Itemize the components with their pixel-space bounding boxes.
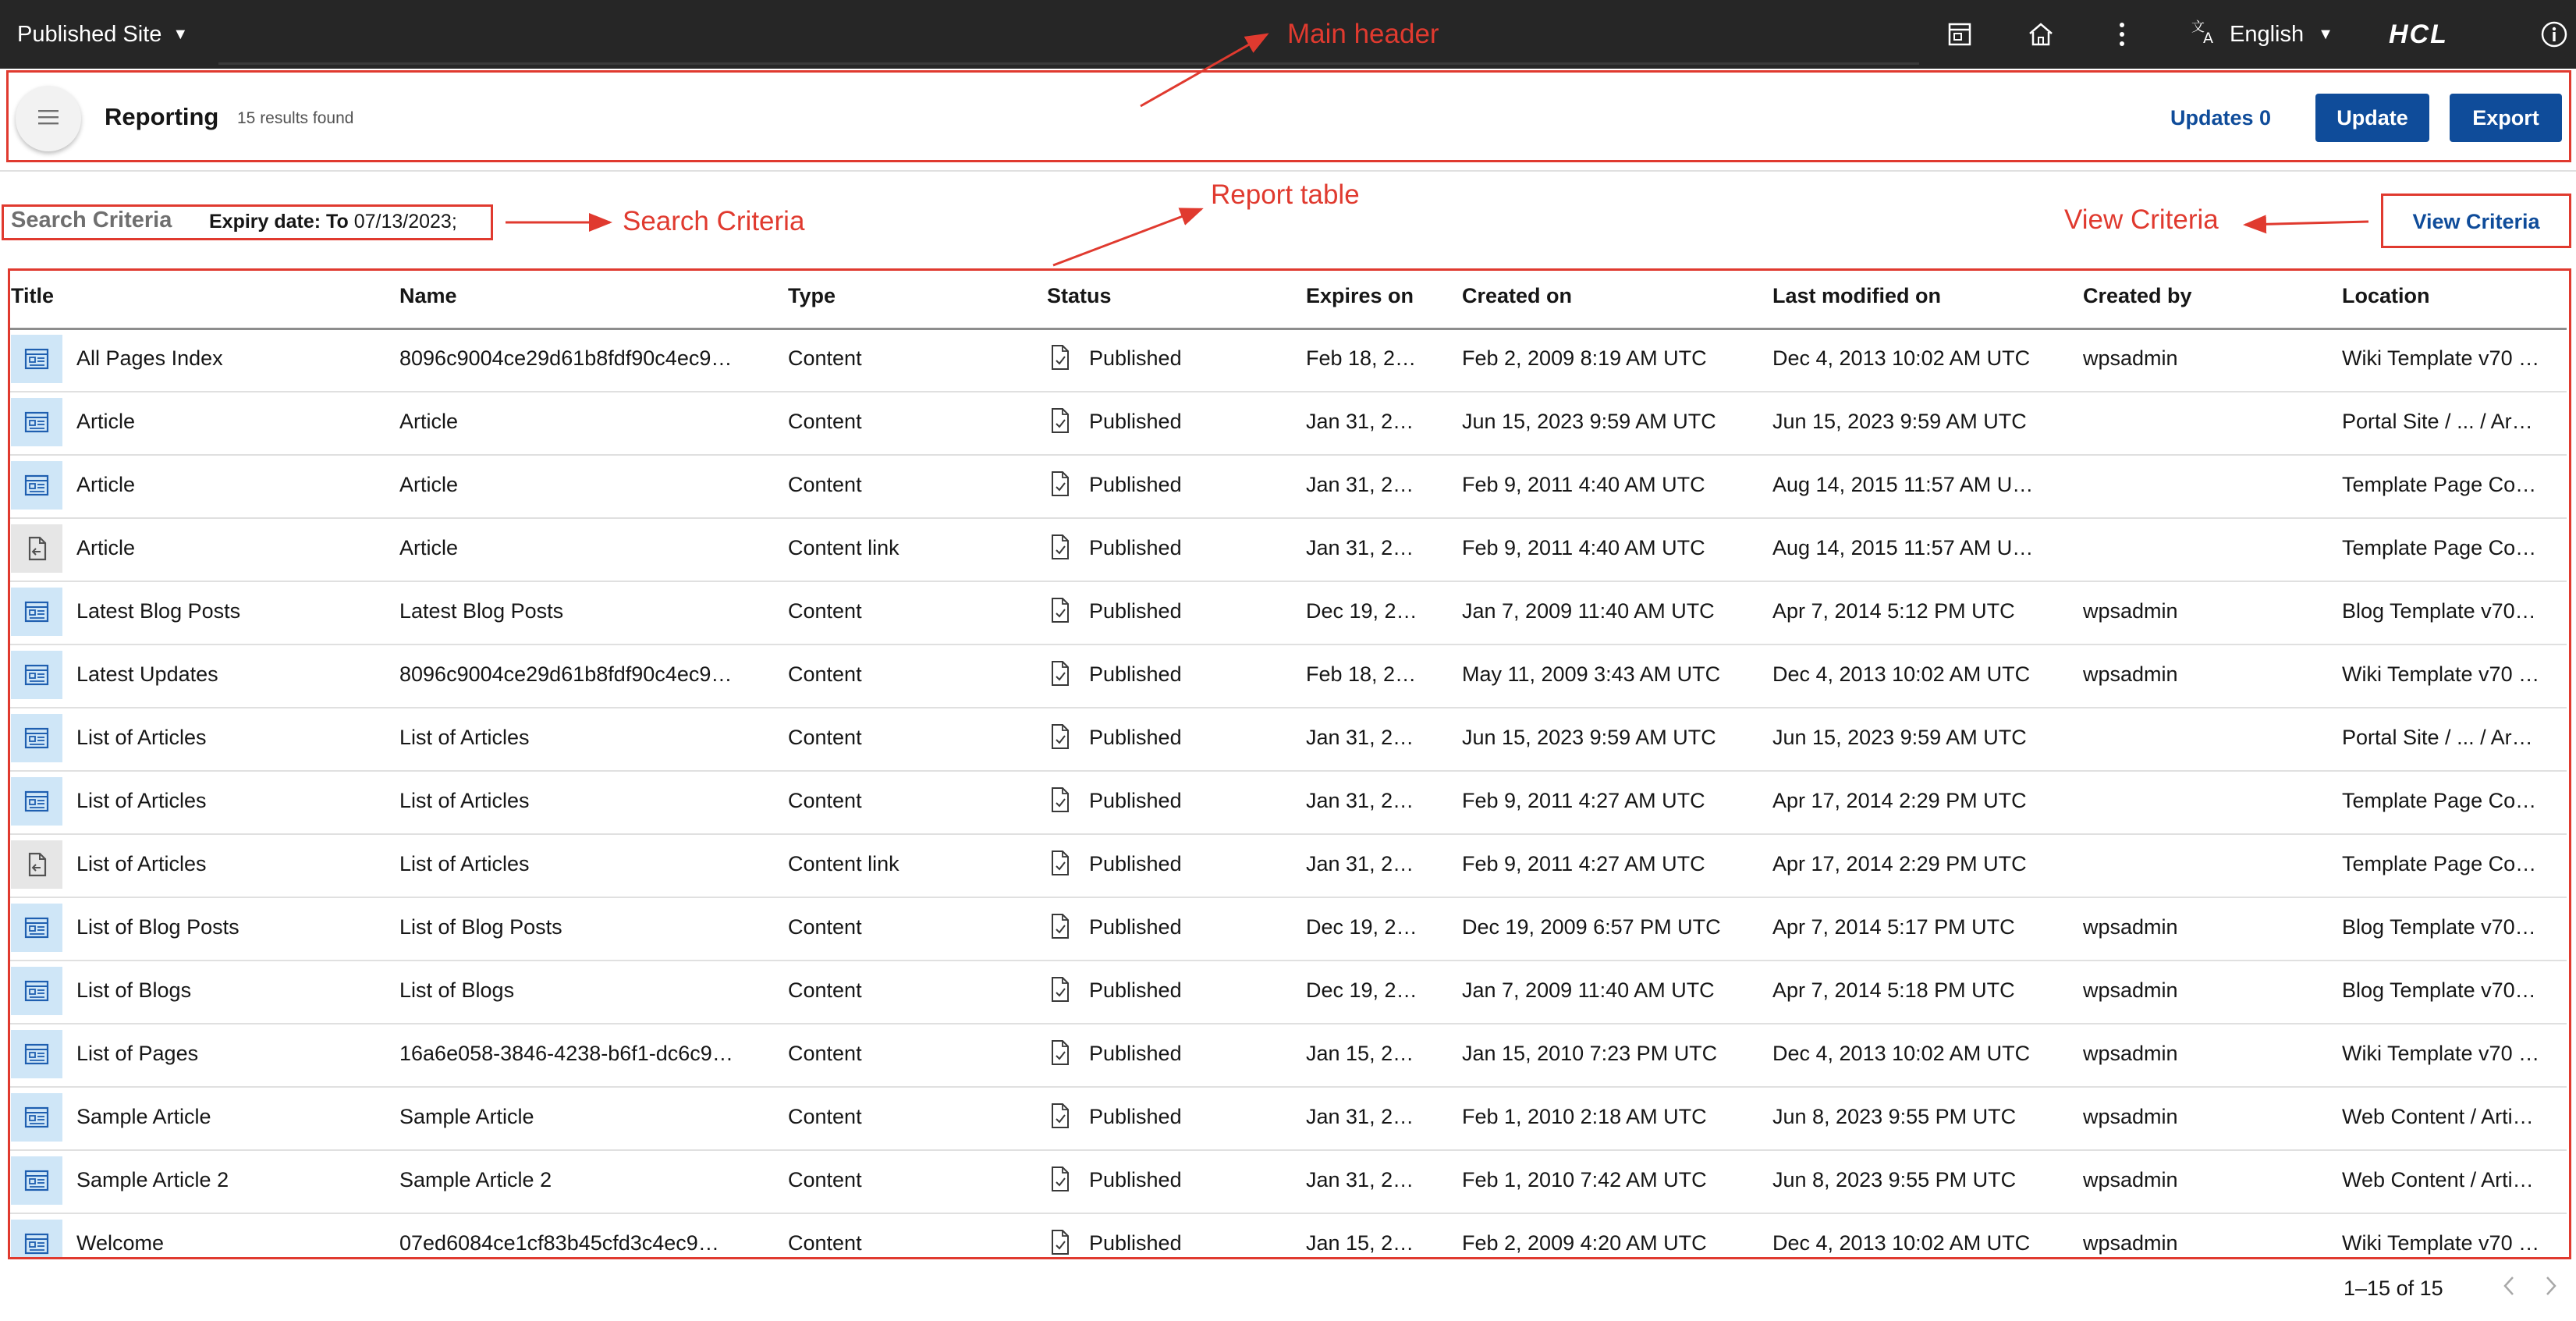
cell-status: Published bbox=[1089, 536, 1182, 559]
cell-title[interactable]: List of Articles bbox=[76, 789, 207, 812]
cell-name: Latest Blog Posts bbox=[399, 599, 564, 623]
cell-name: List of Blog Posts bbox=[399, 915, 562, 939]
cell-created-by: wpsadmin bbox=[2083, 1168, 2178, 1191]
cell-location: Blog Template v70… bbox=[2342, 915, 2536, 939]
hcl-logo: HCL bbox=[2389, 19, 2448, 49]
cell-status: Published bbox=[1089, 978, 1182, 1002]
cell-expires-on: Feb 18, 2… bbox=[1306, 346, 1417, 370]
cell-title[interactable]: Article bbox=[76, 473, 136, 496]
search-criteria-annotation: Search Criteria bbox=[623, 206, 805, 236]
cell-last-modified-on: Jun 8, 2023 9:55 PM UTC bbox=[1772, 1105, 2017, 1128]
cell-name: Sample Article 2 bbox=[399, 1168, 552, 1191]
cell-name: 16a6e058-3846-4238-b6f1-dc6c9… bbox=[399, 1042, 733, 1065]
cell-expires-on: Jan 31, 2… bbox=[1306, 473, 1414, 496]
cell-type: Content bbox=[788, 1231, 862, 1255]
cell-status: Published bbox=[1089, 599, 1182, 623]
cell-last-modified-on: Dec 4, 2013 10:02 AM UTC bbox=[1772, 1231, 2031, 1255]
cell-status: Published bbox=[1089, 1231, 1182, 1255]
criteria-date: 07/13/2023; bbox=[353, 211, 457, 233]
cell-created-on: Jun 15, 2023 9:59 AM UTC bbox=[1462, 410, 1716, 433]
cell-type: Content bbox=[788, 473, 862, 496]
cell-created-on: Feb 9, 2011 4:40 AM UTC bbox=[1462, 473, 1705, 496]
view-criteria-arrow bbox=[2245, 222, 2368, 225]
svg-text:A: A bbox=[2203, 30, 2213, 45]
cell-status: Published bbox=[1089, 410, 1182, 433]
cell-last-modified-on: Dec 4, 2013 10:02 AM UTC bbox=[1772, 1042, 2031, 1065]
cell-created-on: Feb 9, 2011 4:27 AM UTC bbox=[1462, 852, 1705, 875]
cell-title[interactable]: Sample Article bbox=[76, 1105, 211, 1128]
column-created-by[interactable]: Created by bbox=[2083, 284, 2192, 307]
cell-type: Content bbox=[788, 1042, 862, 1065]
update-button[interactable]: Update bbox=[2315, 94, 2429, 142]
cell-status: Published bbox=[1089, 473, 1182, 496]
column-title[interactable]: Title bbox=[11, 284, 55, 307]
cell-title[interactable]: Latest Updates bbox=[76, 662, 218, 686]
cell-status: Published bbox=[1089, 726, 1182, 749]
cell-title[interactable]: All Pages Index bbox=[76, 346, 223, 370]
cell-name: List of Blogs bbox=[399, 978, 515, 1002]
cell-location: Template Page Co… bbox=[2342, 473, 2537, 496]
cell-status: Published bbox=[1089, 852, 1182, 875]
cell-type: Content bbox=[788, 978, 862, 1002]
cell-last-modified-on: Dec 4, 2013 10:02 AM UTC bbox=[1772, 346, 2031, 370]
cell-last-modified-on: Jun 15, 2023 9:59 AM UTC bbox=[1772, 410, 2027, 433]
cell-created-by: wpsadmin bbox=[2083, 662, 2178, 686]
cell-created-on: Jan 7, 2009 11:40 AM UTC bbox=[1462, 978, 1715, 1002]
cell-created-by: wpsadmin bbox=[2083, 1105, 2178, 1128]
cell-title[interactable]: List of Articles bbox=[76, 726, 207, 749]
cell-name: 8096c9004ce29d61b8fdf90c4ec9… bbox=[399, 662, 733, 686]
cell-created-by: wpsadmin bbox=[2083, 1042, 2178, 1065]
cell-expires-on: Dec 19, 2… bbox=[1306, 915, 1418, 939]
cell-last-modified-on: Apr 7, 2014 5:18 PM UTC bbox=[1772, 978, 2015, 1002]
cell-expires-on: Dec 19, 2… bbox=[1306, 599, 1418, 623]
cell-created-on: Feb 2, 2009 8:19 AM UTC bbox=[1462, 346, 1707, 370]
cell-created-on: May 11, 2009 3:43 AM UTC bbox=[1462, 662, 1721, 686]
cell-location: Blog Template v70… bbox=[2342, 599, 2536, 623]
cell-title[interactable]: List of Blog Posts bbox=[76, 915, 240, 939]
cell-expires-on: Jan 15, 2… bbox=[1306, 1042, 1414, 1065]
page-title: Reporting bbox=[105, 103, 219, 130]
site-selector-label: Published Site bbox=[17, 21, 162, 47]
cell-expires-on: Jan 15, 2… bbox=[1306, 1231, 1414, 1255]
cell-location: Wiki Template v70 … bbox=[2342, 662, 2540, 686]
search-criteria-label: Search Criteria bbox=[11, 208, 172, 233]
cell-type: Content bbox=[788, 599, 862, 623]
cell-expires-on: Jan 31, 2… bbox=[1306, 1168, 1414, 1191]
cell-location: Template Page Co… bbox=[2342, 852, 2537, 875]
cell-last-modified-on: Jun 15, 2023 9:59 AM UTC bbox=[1772, 726, 2027, 749]
cell-created-on: Jun 15, 2023 9:59 AM UTC bbox=[1462, 726, 1716, 749]
cell-type: Content bbox=[788, 915, 862, 939]
report-table-arrow bbox=[1053, 209, 1201, 265]
cell-status: Published bbox=[1089, 1042, 1182, 1065]
cell-location: Portal Site / ... / Ar… bbox=[2342, 726, 2533, 749]
cell-status: Published bbox=[1089, 346, 1182, 370]
cell-location: Template Page Co… bbox=[2342, 789, 2537, 812]
cell-title[interactable]: Welcome bbox=[76, 1231, 165, 1255]
cell-status: Published bbox=[1089, 789, 1182, 812]
cell-expires-on: Jan 31, 2… bbox=[1306, 726, 1414, 749]
cell-created-on: Dec 19, 2009 6:57 PM UTC bbox=[1462, 915, 1721, 939]
cell-title[interactable]: Sample Article 2 bbox=[76, 1168, 229, 1191]
column-type[interactable]: Type bbox=[788, 284, 836, 307]
cell-created-on: Feb 1, 2010 2:18 AM UTC bbox=[1462, 1105, 1707, 1128]
chevron-down-icon: ▼ bbox=[2318, 25, 2333, 43]
cell-name: Article bbox=[399, 536, 459, 559]
cell-status: Published bbox=[1089, 915, 1182, 939]
cell-created-by: wpsadmin bbox=[2083, 346, 2178, 370]
cell-type: Content link bbox=[788, 852, 899, 875]
cell-created-on: Feb 2, 2009 4:20 AM UTC bbox=[1462, 1231, 1707, 1255]
cell-expires-on: Jan 31, 2… bbox=[1306, 852, 1414, 875]
cell-type: Content bbox=[788, 662, 862, 686]
cell-location: Web Content / Arti… bbox=[2342, 1168, 2534, 1191]
column-created-on[interactable]: Created on bbox=[1462, 284, 1573, 307]
cell-name: 8096c9004ce29d61b8fdf90c4ec9… bbox=[399, 346, 733, 370]
cell-last-modified-on: Apr 17, 2014 2:29 PM UTC bbox=[1772, 852, 2027, 875]
cell-title[interactable]: Latest Blog Posts bbox=[76, 599, 241, 623]
cell-created-on: Feb 1, 2010 7:42 AM UTC bbox=[1462, 1168, 1707, 1191]
cell-type: Content bbox=[788, 789, 862, 812]
cell-created-on: Jan 15, 2010 7:23 PM UTC bbox=[1462, 1042, 1718, 1065]
main-header-arrow bbox=[1141, 34, 1267, 106]
column-name[interactable]: Name bbox=[399, 284, 457, 307]
chevron-down-icon: ▼ bbox=[172, 25, 189, 43]
cell-expires-on: Feb 18, 2… bbox=[1306, 662, 1417, 686]
cell-location: Portal Site / ... / Ar… bbox=[2342, 410, 2533, 433]
cell-created-by: wpsadmin bbox=[2083, 915, 2178, 939]
cell-location: Wiki Template v70 … bbox=[2342, 1231, 2540, 1255]
cell-status: Published bbox=[1089, 1105, 1182, 1128]
cell-status: Published bbox=[1089, 1168, 1182, 1191]
cell-expires-on: Dec 19, 2… bbox=[1306, 978, 1418, 1002]
column-last-modified-on[interactable]: Last modified on bbox=[1772, 284, 1941, 307]
cell-type: Content bbox=[788, 346, 862, 370]
cell-title[interactable]: List of Pages bbox=[76, 1042, 199, 1065]
svg-text:文: 文 bbox=[2191, 20, 2205, 35]
cell-title[interactable]: List of Articles bbox=[76, 852, 207, 875]
cell-created-on: Feb 9, 2011 4:27 AM UTC bbox=[1462, 789, 1705, 812]
cell-location: Wiki Template v70 … bbox=[2342, 346, 2540, 370]
cell-name: Article bbox=[399, 410, 459, 433]
cell-name: 07ed6084ce1cf83b45cfd3c4ec9… bbox=[399, 1231, 719, 1255]
cell-type: Content bbox=[788, 410, 862, 433]
cell-created-on: Feb 9, 2011 4:40 AM UTC bbox=[1462, 536, 1705, 559]
results-count: 15 results found bbox=[237, 109, 354, 127]
cell-name: List of Articles bbox=[399, 789, 530, 812]
cell-name: List of Articles bbox=[399, 726, 530, 749]
cell-name: Sample Article bbox=[399, 1105, 534, 1128]
cell-name: Article bbox=[399, 473, 459, 496]
cell-created-on: Jan 7, 2009 11:40 AM UTC bbox=[1462, 599, 1715, 623]
cell-type: Content bbox=[788, 726, 862, 749]
cell-name: List of Articles bbox=[399, 852, 530, 875]
cell-expires-on: Jan 31, 2… bbox=[1306, 789, 1414, 812]
cell-expires-on: Jan 31, 2… bbox=[1306, 1105, 1414, 1128]
cell-last-modified-on: Dec 4, 2013 10:02 AM UTC bbox=[1772, 662, 2031, 686]
column-location[interactable]: Location bbox=[2342, 284, 2430, 307]
cell-last-modified-on: Apr 17, 2014 2:29 PM UTC bbox=[1772, 789, 2027, 812]
cell-expires-on: Jan 31, 2… bbox=[1306, 410, 1414, 433]
updates-count-link[interactable]: Updates 0 bbox=[2170, 106, 2272, 130]
export-button[interactable]: Export bbox=[2450, 94, 2562, 142]
column-expires-on[interactable]: Expires on bbox=[1306, 284, 1414, 307]
main-header-annotation: Main header bbox=[1287, 19, 1439, 49]
cell-type: Content link bbox=[788, 536, 899, 559]
cell-title[interactable]: Article bbox=[76, 410, 136, 433]
cell-last-modified-on: Jun 8, 2023 9:55 PM UTC bbox=[1772, 1168, 2017, 1191]
cell-type: Content bbox=[788, 1168, 862, 1191]
cell-type: Content bbox=[788, 1105, 862, 1128]
cell-expires-on: Jan 31, 2… bbox=[1306, 536, 1414, 559]
cell-location: Blog Template v70… bbox=[2342, 978, 2536, 1002]
cell-location: Wiki Template v70 … bbox=[2342, 1042, 2540, 1065]
view-criteria-annotation: View Criteria bbox=[2064, 204, 2219, 235]
cell-last-modified-on: Aug 14, 2015 11:57 AM U… bbox=[1772, 536, 2034, 559]
language-label: English bbox=[2230, 21, 2305, 47]
cell-last-modified-on: Apr 7, 2014 5:12 PM UTC bbox=[1772, 599, 2015, 623]
cell-last-modified-on: Apr 7, 2014 5:17 PM UTC bbox=[1772, 915, 2015, 939]
cell-location: Web Content / Arti… bbox=[2342, 1105, 2534, 1128]
cell-title[interactable]: Article bbox=[76, 536, 136, 559]
cell-created-by: wpsadmin bbox=[2083, 978, 2178, 1002]
report-table-annotation: Report table bbox=[1211, 179, 1360, 210]
cell-location: Template Page Co… bbox=[2342, 536, 2537, 559]
view-criteria-button[interactable]: View Criteria bbox=[2412, 209, 2540, 233]
column-status[interactable]: Status bbox=[1047, 284, 1112, 307]
cell-created-by: wpsadmin bbox=[2083, 599, 2178, 623]
pagination-range: 1–15 of 15 bbox=[2344, 1277, 2443, 1300]
cell-last-modified-on: Aug 14, 2015 11:57 AM U… bbox=[1772, 473, 2034, 496]
cell-created-by: wpsadmin bbox=[2083, 1231, 2178, 1255]
criteria-key: Expiry date: To bbox=[209, 211, 349, 233]
cell-status: Published bbox=[1089, 662, 1182, 686]
cell-title[interactable]: List of Blogs bbox=[76, 978, 192, 1002]
